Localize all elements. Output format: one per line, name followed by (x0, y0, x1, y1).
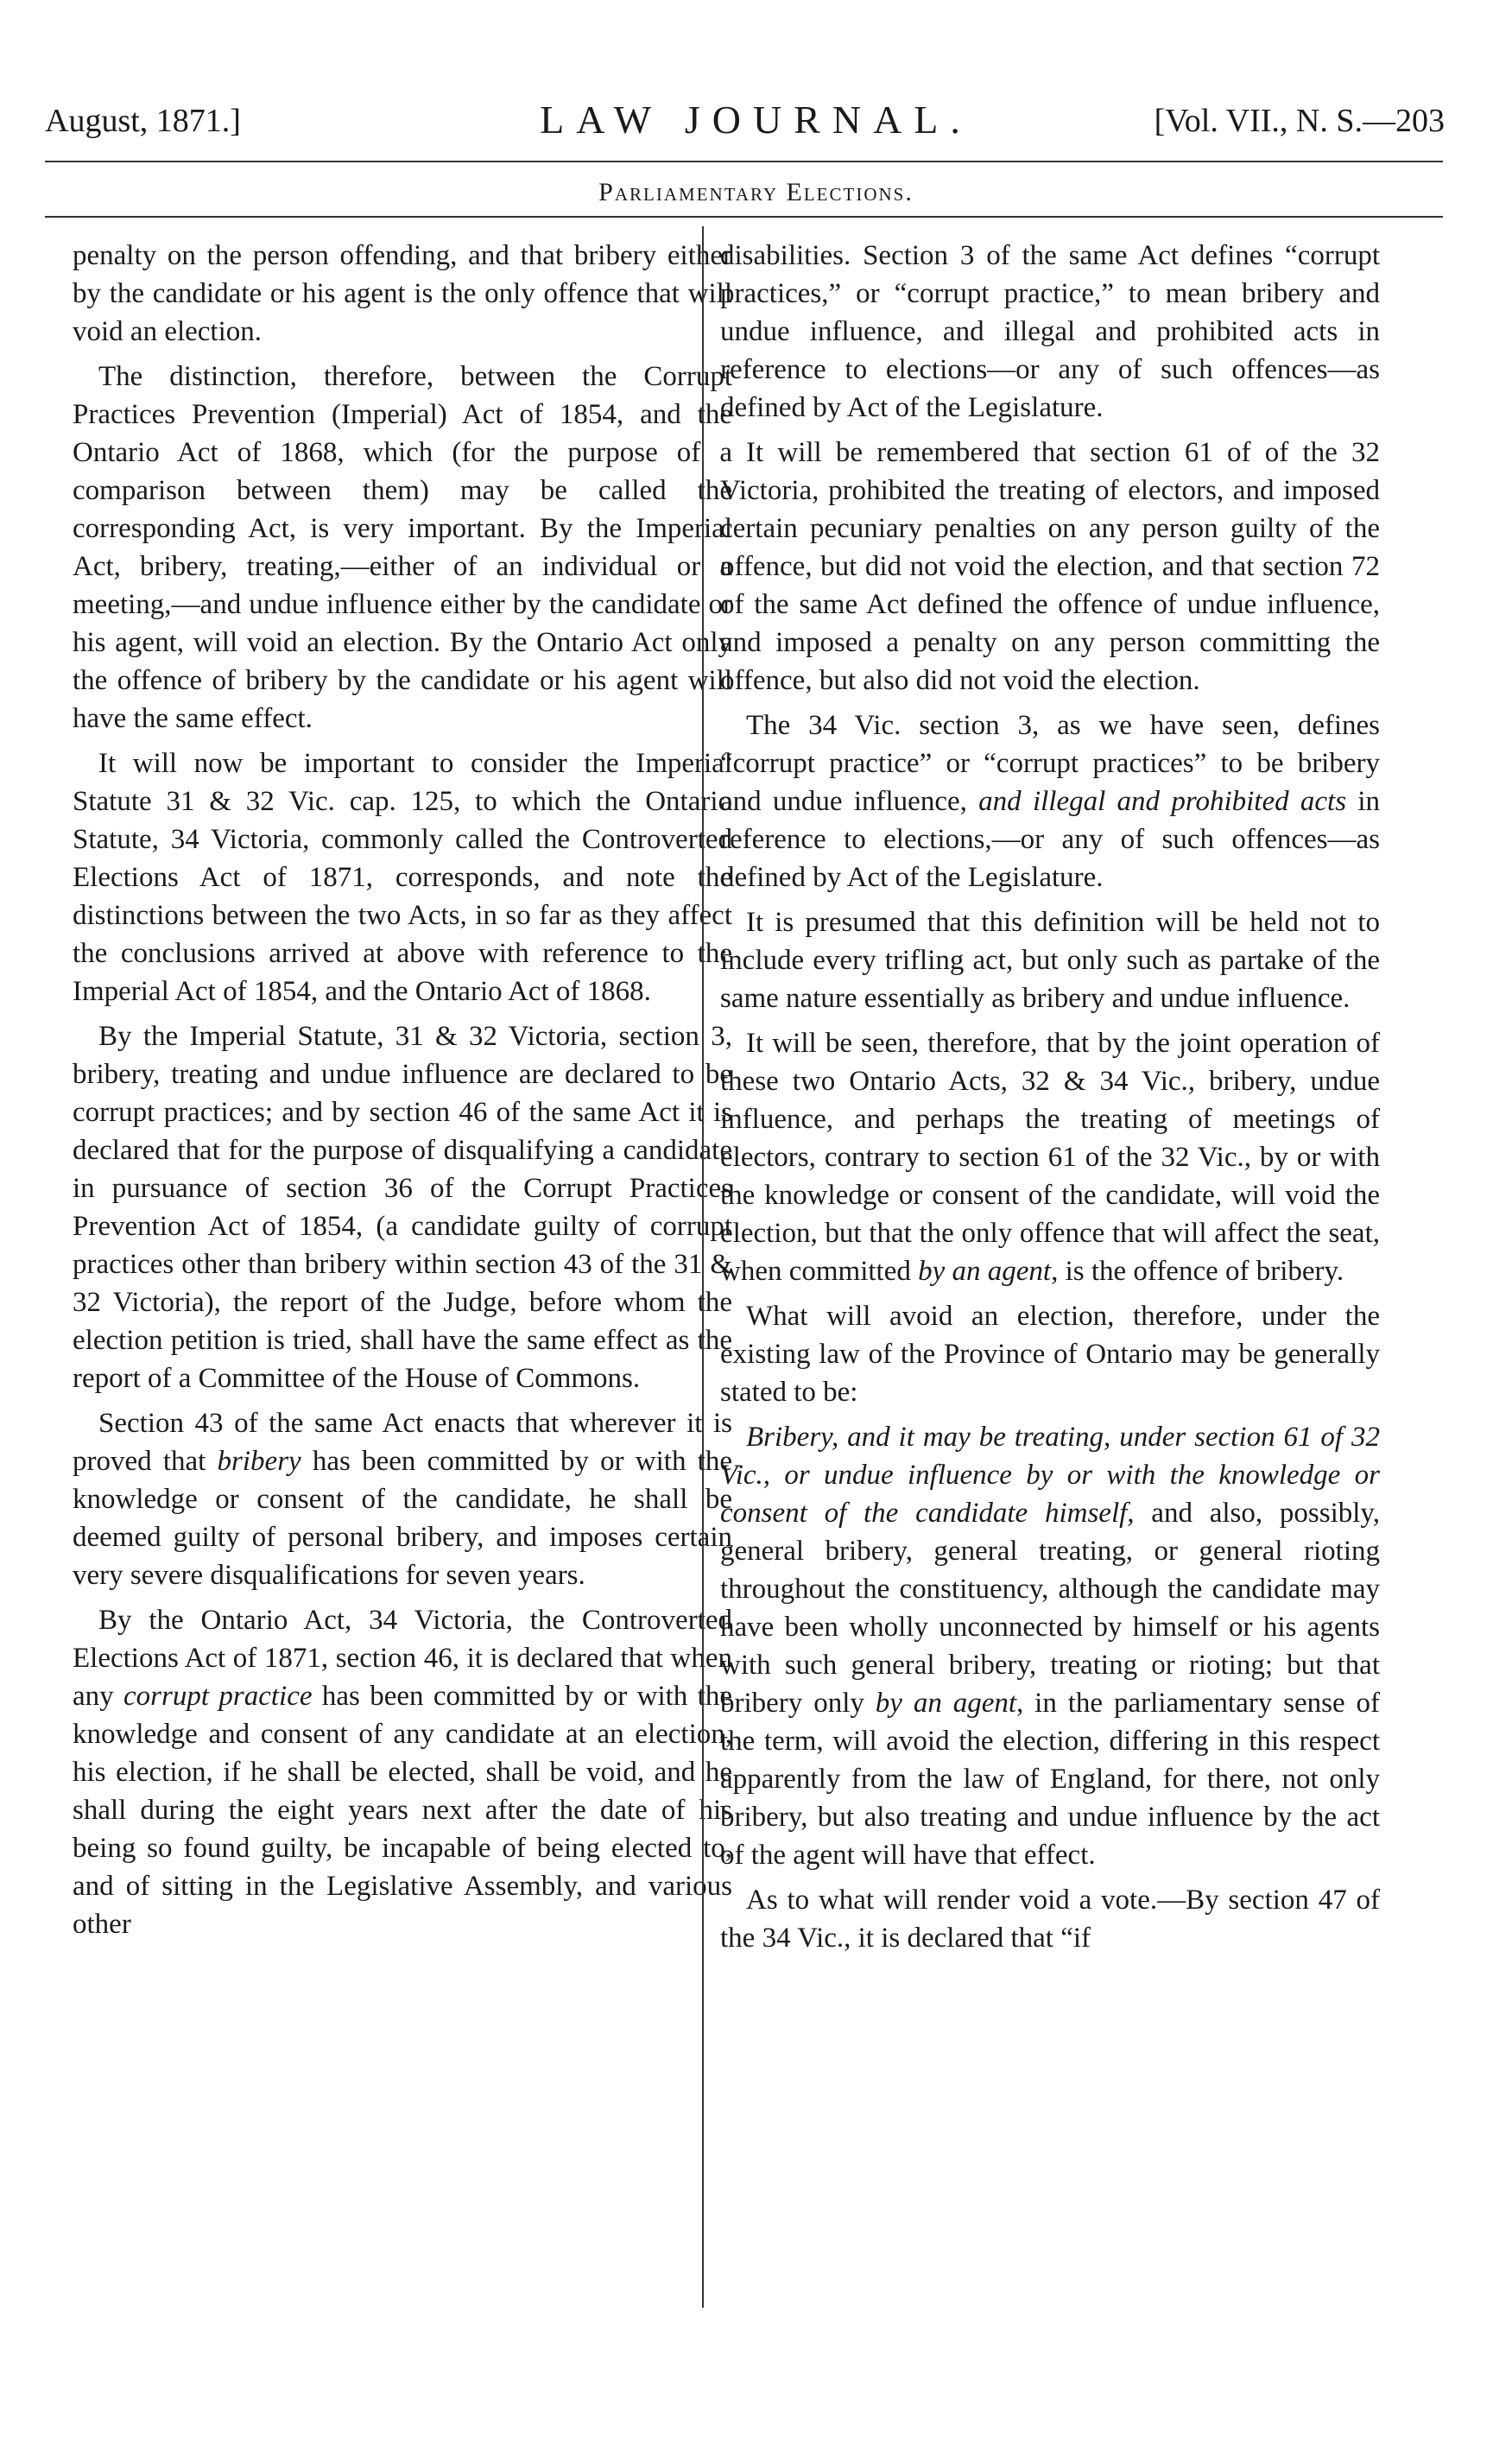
header-rule-top (45, 161, 1443, 162)
italic-text: and illegal and prohibited acts (978, 786, 1347, 817)
text-run: By the Ontario Act, 34 Victoria, the Controverted Elections Act of 1871, section 46, it is declared that when any (73, 1605, 732, 1712)
text-run: , is the offence of bribery. (1051, 1256, 1344, 1287)
paragraph: penalty on the person offending, and that bribery either by the candidate or his agent is the only offence that will void an election. (73, 240, 732, 347)
italic-text: by an agent (875, 1688, 1017, 1719)
text-run: has been committed by or with the knowledge or consent of the candidate, he shall be deemed guilty of personal bribery, and imposes certain very severe disqualifications for seven years. (73, 1446, 732, 1591)
header-rule-bottom (45, 216, 1443, 218)
paragraph: The distinction, therefore, between the Corrupt Practices Prevention (Imperial) Act of 1854, and the Ontario Act of 1868, which (for the purpose of a comparison between them) may be called the corresponding Act, is very important. By the Imperial Act, bribery, treating,—either of an individual or a meeting,—and undue influence either by the candidate or his agent, will void an election. By the Ontario Act only the offence of bribery by the candidate or his agent will have the same effect. (73, 361, 732, 734)
right-column (720, 237, 1380, 1957)
text-run: in reference to elections,—or any of such offences—as defined by Act of the Legislature. (720, 786, 1381, 893)
paragraph: As to what will render void a vote.—By section 47 of the 34 Vic., it is declared that “if (720, 1885, 1380, 1954)
italic-text: bribery (217, 1446, 301, 1477)
text-run: and also, possibly, general bribery, general treating, or general rioting throughout the constituency, although the candidate may have been wholly unconnected by himself or his agents with such general bribery, treating or rioting; but that bribery only (720, 1498, 1381, 1719)
left-column (73, 237, 732, 1943)
text-run: Section 43 of the same Act enacts that wherever it is proved that (73, 1408, 732, 1477)
paragraph: disabilities. Section 3 of the same Act defines “corrupt practices,” or “corrupt practice,” to mean bribery and undue influence, and illegal and prohibited acts in reference to elections—or any of such offences—as defined by Act of the Legislature. (720, 240, 1380, 423)
paragraph (720, 1418, 1380, 1874)
text-run: , in the parliamentary sense of the term, will avoid the election, differing in this respect apparently from the law of England, for there, not only bribery, but also treating and undue influence by the act of the agent will have that effect. (720, 1688, 1380, 1871)
italic-text: by an agent (918, 1256, 1052, 1287)
text-run: The 34 Vic. section 3, as we have seen, defines “corrupt practice” or “corrupt practices” to be bribery and undue influence, (720, 710, 1380, 817)
paragraph (73, 1404, 732, 1594)
column-divider (702, 226, 704, 2308)
text-run: has been committed by or with the knowledge and consent of any candidate at an election, his election, if he shall be elected, shall be void, and he shall during the eight years next after the date of his being so found guilty, be incapable of being elected to, and of sitting in the Legislative Assembly, and various other (73, 1681, 732, 1940)
paragraph: It will now be important to consider the Imperial Statute 31 & 32 Vic. cap. 125, to which the Ontario Statute, 34 Victoria, commonly called the Controverted Elections Act of 1871, corresponds, and note the distinctions between the two Acts, in so far as they affect the conclusions arrived at above with reference to the Imperial Act of 1854, and the Ontario Act of 1868. (73, 748, 732, 1007)
section-heading: Parliamentary Elections. (598, 178, 914, 206)
page-header (0, 0, 1512, 173)
paragraph (720, 706, 1380, 896)
journal-title: LAW JOURNAL. (540, 98, 972, 142)
italic-text: Bribery, and it may be treating, under section 61 of 32 Vic., or undue influence by or with the knowledge or consent of the candidate himself, (720, 1422, 1380, 1529)
paragraph: What will avoid an election, therefore, under the existing law of the Province of Ontario may be generally stated to be: (720, 1301, 1380, 1408)
paragraph: By the Imperial Statute, 31 & 32 Victoria, section 3, bribery, treating and undue influence are declared to be corrupt practices; and by section 46 of the same Act it is declared that for the purpose of disqualifying a candidate in pursuance of section 36 of the Corrupt Practices Prevention Act of 1854, (a candidate guilty of corrupt practices other than bribery within section 43 of the 31 & 32 Victoria), the report of the Judge, before whom the election petition is tried, shall have the same effect as the report of a Committee of the House of Commons. (73, 1021, 732, 1394)
text-run: It will be seen, therefore, that by the joint operation of these two Ontario Acts, 32 & 34 Vic., bribery, undue influence, and perhaps the treating of meetings of electors, contrary to section 61 of the 32 Vic., by or with the knowledge or consent of the candidate, will void the election, but that the only offence that will affect the seat, when committed (720, 1028, 1380, 1287)
paragraph: It will be remembered that section 61 of of the 32 Victoria, prohibited the treating of electors, and imposed certain pecuniary penalties on any person guilty of the offence, but did not void the election, and that section 72 of the same Act defined the offence of undue influence, and imposed a penalty on any person committing the offence, but also did not void the election. (720, 437, 1380, 696)
paragraph (720, 1024, 1380, 1290)
italic-text: corrupt practice (123, 1681, 313, 1712)
issue-date: August, 1871.] (45, 103, 241, 139)
paragraph: It is presumed that this definition will be held not to include every trifling act, but only such as partake of the same nature essentially as bribery and undue influence. (720, 907, 1380, 1014)
paragraph (73, 1601, 732, 1943)
volume-page-number: [Vol. VII., N. S.—203 (1154, 103, 1445, 139)
